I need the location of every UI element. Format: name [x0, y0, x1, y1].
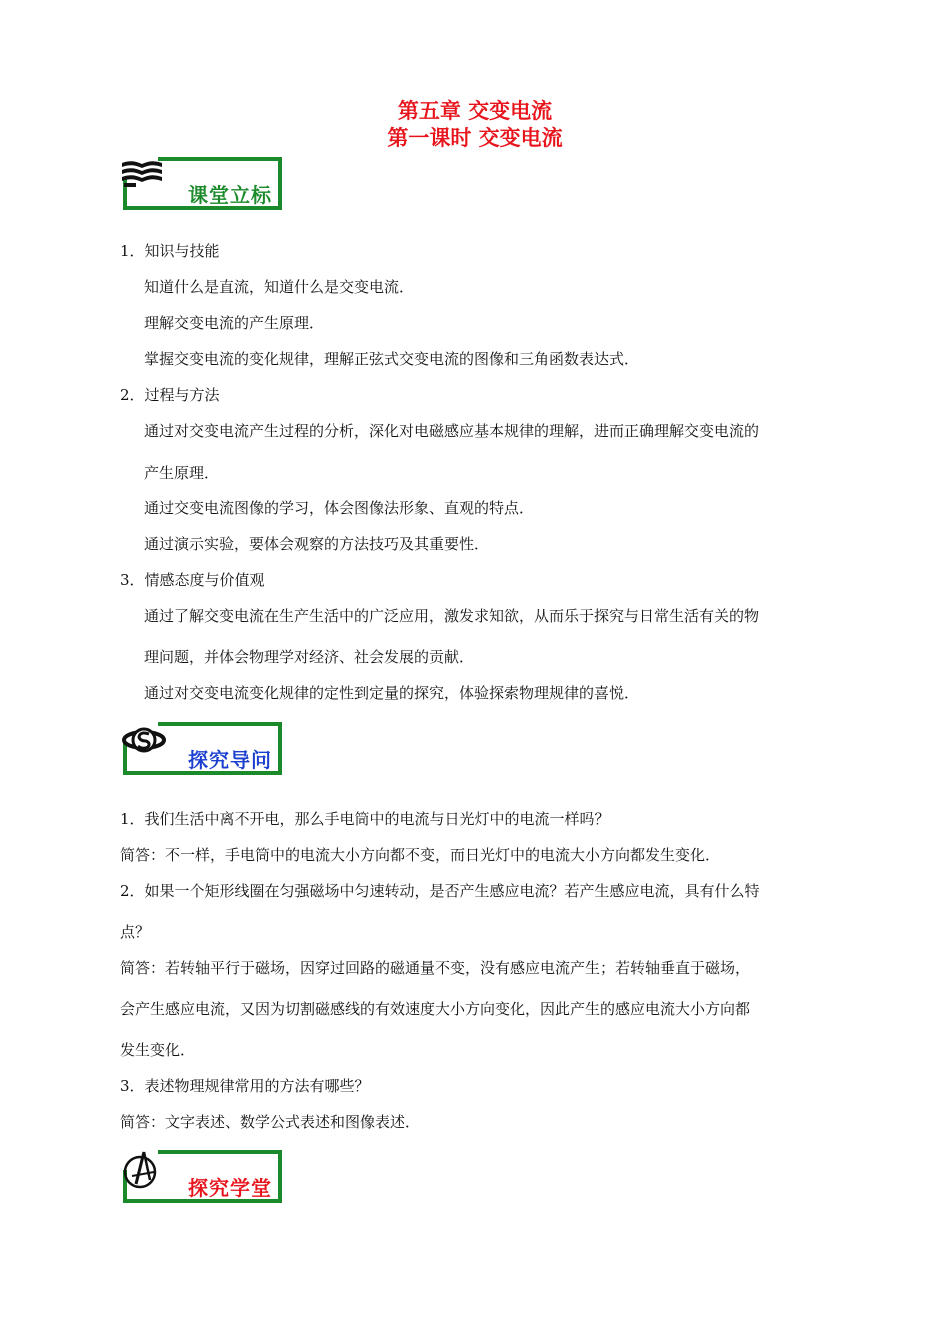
question-2: 2．如果一个矩形线圈在匀强磁场中匀速转动，是否产生感应电流？若产生感应电流，具有什么特 [120, 882, 760, 900]
answer-3: 简答：文字表述、数学公式表述和图像表述． [120, 1113, 421, 1131]
badge-goals [118, 157, 286, 213]
badge-explore-questions-label: 探究导问 [188, 748, 272, 772]
goals-line: 理解交变电流的产生原理． [144, 314, 325, 332]
badge-explore-hall [118, 1150, 286, 1206]
question-3: 3．表述物理规律常用的方法有哪些？ [120, 1077, 370, 1095]
answer-2-cont: 发生变化． [120, 1041, 196, 1059]
goals-heading-2: 2．过程与方法 [120, 386, 220, 404]
goals-line: 知道什么是直流，知道什么是交变电流． [144, 278, 415, 296]
goals-heading-3: 3．情感态度与价值观 [120, 571, 265, 589]
badge-goals-label: 课堂立标 [188, 183, 272, 207]
goals-line: 产生原理． [144, 464, 220, 482]
compass-icon [118, 1150, 166, 1190]
answer-2-cont: 会产生感应电流，又因为切割磁感线的有效速度大小方向变化，因此产生的感应电流大小方向都 [120, 1000, 751, 1018]
goals-heading-1: 1．知识与技能 [120, 242, 220, 260]
goals-line: 通过了解交变电流在生产生活中的广泛应用，激发求知欲，从而乐于探究与日常生活有关的物 [144, 607, 760, 625]
book-icon [118, 157, 166, 197]
question-2-cont: 点？ [120, 923, 151, 941]
lesson-title: 第一课时 交变电流 [387, 126, 563, 150]
globe-ring-icon [118, 722, 166, 762]
goals-line: 掌握交变电流的变化规律，理解正弦式交变电流的图像和三角函数表达式． [144, 350, 640, 368]
answer-2: 简答：若转轴平行于磁场，因穿过回路的磁通量不变，没有感应电流产生；若转轴垂直于磁场， [120, 959, 751, 977]
goals-line: 通过交变电流图像的学习，体会图像法形象、直观的特点． [144, 499, 535, 517]
goals-line: 通过演示实验，要体会观察的方法技巧及其重要性． [144, 535, 490, 553]
goals-line: 通过对交变电流产生过程的分析，深化对电磁感应基本规律的理解，进而正确理解交变电流的 [144, 422, 760, 440]
goals-line: 理问题，并体会物理学对经济、社会发展的贡献． [144, 648, 475, 666]
answer-1: 简答：不一样，手电筒中的电流大小方向都不变，而日光灯中的电流大小方向都发生变化． [120, 846, 721, 864]
question-1: 1．我们生活中离不开电，那么手电筒中的电流与日光灯中的电流一样吗？ [120, 810, 610, 828]
badge-explore-hall-label: 探究学堂 [188, 1176, 272, 1200]
badge-explore-questions [118, 722, 286, 778]
chapter-title: 第五章 交变电流 [397, 99, 553, 123]
goals-line: 通过对交变电流变化规律的定性到定量的探究，体验探索物理规律的喜悦． [144, 684, 640, 702]
